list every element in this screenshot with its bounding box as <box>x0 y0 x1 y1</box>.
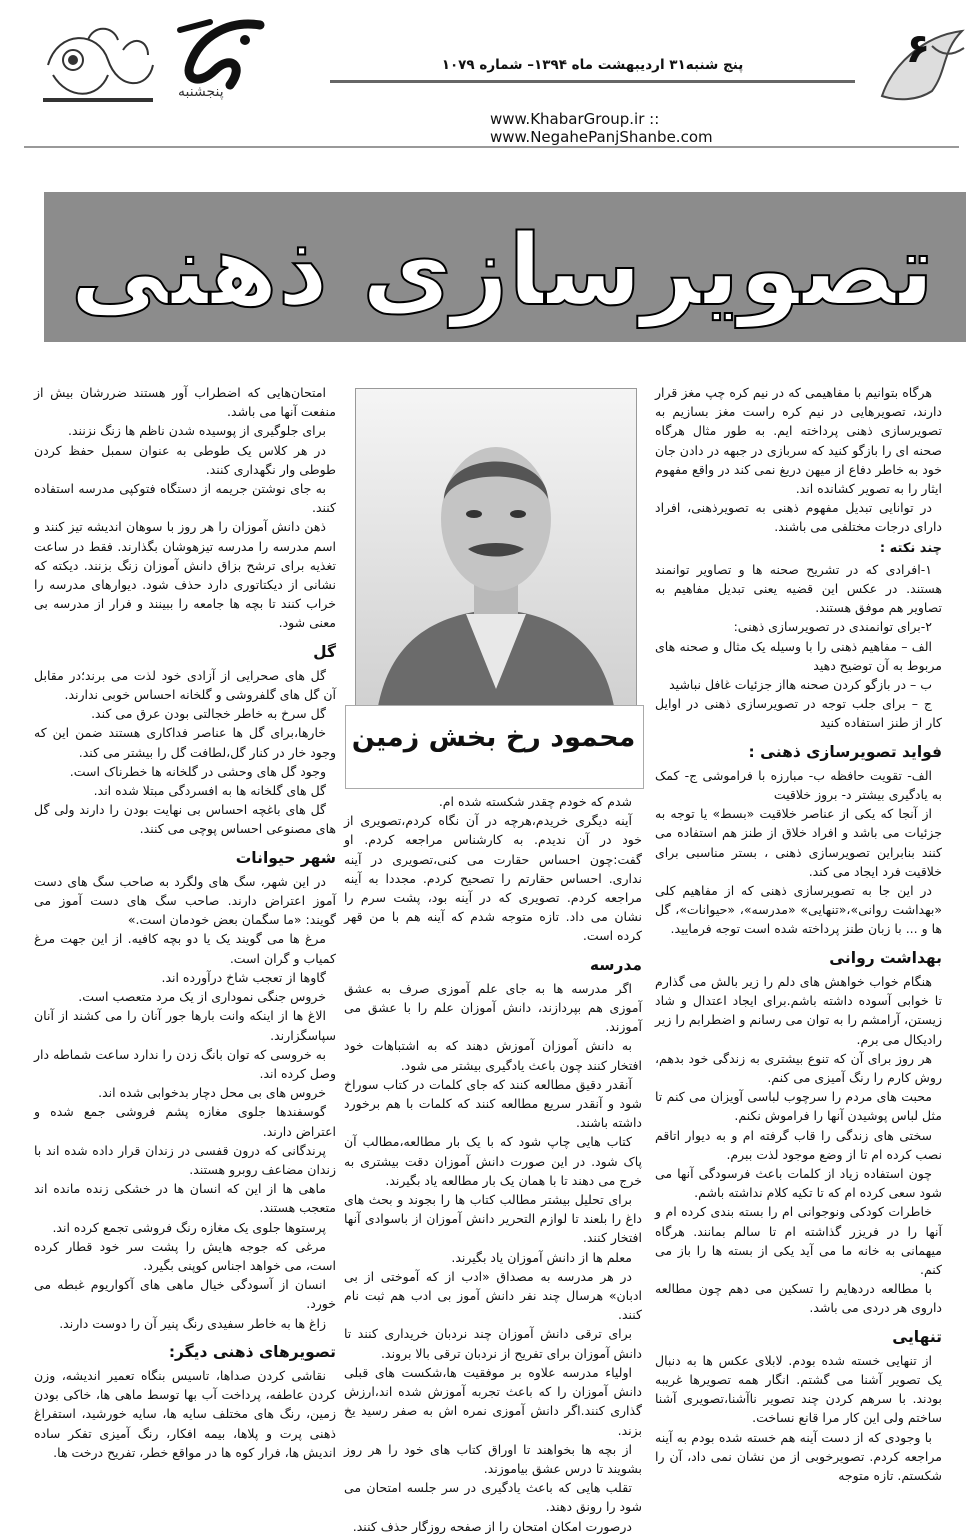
article-title: تصویرسازی ذهنی <box>70 214 934 328</box>
paragraph: به جای نوشتن جریمه از دستگاه فتوکپی مدرسه استفاده کنند. <box>34 481 336 516</box>
paragraph: امتحان‌هایی که اضطراب آور هستند ضررشان بیش از منفعت آنها می باشد. <box>34 385 336 420</box>
notes-heading: چند نکته : <box>879 540 942 556</box>
paragraph: چون استفاده زیاد از کلمات باعث فرسودگی آنها می شود سعی کرده ام که تا تکیه کلام نداشته باشم. <box>655 1165 942 1201</box>
school-heading: مدرسه <box>589 955 642 974</box>
paragraph: وجود گل های وحشی در گلخانه ها خطرناک است. <box>69 763 326 779</box>
paragraph: گل سرخ به خاطر خجالتی بودن عرق می کند. <box>91 706 326 722</box>
paragraph: زاغ ها به خاطر سفیدی رنگ پنیر آن را دوست دارند. <box>59 1315 326 1331</box>
paragraph: ج – برای جلب توجه در تصویرسازی ذهنی در اوایل کار از طنز استفاده کنید <box>655 696 942 731</box>
paragraph: خروس جنگی نمو‌داری از یک مرد متعصب است. <box>78 989 326 1005</box>
loneliness-heading: تنهایی <box>892 1327 942 1346</box>
paragraph: گل های گلخانه ها به افسردگی مبتلا شده اند. <box>93 783 326 799</box>
paragraph: برای ترقی دانش آموزان چند نردبان خریداری کنند تا دانش آموزان برای تفریح از نردبان ترقی بالا بروند. <box>344 1326 642 1361</box>
paragraph: گل های صحرایی از آزادی خود لذت می برند؛در مقابل آن گل های گلفروشی و گلخانه احساس خوبی ندارند. <box>34 667 336 703</box>
paragraph: گوسفندها جلوی مغازه پشم فروشی جمع شده و اعتراض دارند. <box>34 1104 336 1139</box>
page-number: ۶ <box>905 26 931 72</box>
left-column <box>34 383 336 1462</box>
paragraph: تقلب هایی که باعث یادگیری در سر جلسه امتحان می شود را رونق دهند. <box>344 1480 642 1515</box>
paragraph: در این شهر، سگ های ولگرد به صاحب سگ های دست آموز اعتراض دارند. صاحب سگ های دست آموز می گویند: «ما سگمان بعض خودمان است.» <box>34 873 336 928</box>
logo-subtitle: پنجشنبه <box>178 84 224 100</box>
paragraph: درصورت امکان امتحان را از صفحه روزگار حذف کنند. <box>352 1518 632 1534</box>
person-silhouette-icon <box>356 389 636 719</box>
paragraph: کتاب هایی چاپ شود که با یک بار مطالعه،مطالب آن پاک شود. در این صورت دانش آموزان دقت بیشتری به خرج می دهند تا با همان یک بار مطالعه یاد بگیرند. <box>344 1134 642 1188</box>
author-photo <box>355 388 637 720</box>
paragraph: ماهی ها از این که انسان ها در خشکی زنده مانده اند متعجب هستند. <box>34 1181 336 1216</box>
paragraph: برای تحلیل بیشتر مطالب کتاب ها را بجوند و بحث های داغ را بلعند تا لوازم التحریر دانش آموزان از باسوادی آنها افتخار کنند. <box>344 1192 642 1246</box>
paragraph: خاطرات کودکی ونوجوانی ام را بسته بندی کرده ام و آنها را در فریزر گذاشته ام تا سالم بمانند. هرگاه میهمانی به خانه ما می آید یکی از بسته ها را باز می کنم. <box>655 1204 942 1277</box>
paragraph: پرستوها جلوی یک مغازه رنگ فروشی تجمع کرده اند. <box>52 1219 326 1235</box>
paragraph: هرگاه بتوانیم با مفاهیمی که در نیم کره چپ مغز قرار دارند، تصویرهایی در نیم کره راست مغز بسازیم به تصویرسازی ذهنی پرداخته ایم. به طور مثال هرگاه صحنه ای را بازگو کنید که سربازی در جبهه در دادن جان خود به خاطر دفاع از میهن دریغ نمی کند در واقع مفهوم ایثار را به تصویر کشانده اند. <box>655 385 942 497</box>
paragraph: انسان از آسودگی خیال ماهی های آکواریوم غبطه می خورد. <box>34 1277 336 1312</box>
paragraph: در توانایی تبدیل مفهوم ذهنی به تصویرذهنی، افراد دارای درجات مختلفی می باشند. <box>655 500 942 535</box>
website-urls[interactable]: www.KhabarGroup.ir :: www.NegahePanjShanbe.com <box>490 110 713 146</box>
paragraph: به دانش آموزان آموزش دهند که به اشتباهات خود افتخار کنند چون باعث یادگیری بیشتر می شود. <box>344 1038 642 1073</box>
benefits-heading: فواید تصویرسازی ذهنی : <box>748 742 942 761</box>
author-name: محمود رخ بخش زمین <box>351 722 636 753</box>
paragraph: در این جا به تصویرسازی ذهنی که از مفاهیم کلی «بهداشت روانی»،«تنهایی» «مدرسه»، «حیوانات»، گل ها و ... با زبان طنز پرداخته شده است توجه فرمایید. <box>655 883 942 937</box>
paragraph: در هر کلاس یک طوطی به عنوان سمبل حفظ کردن طوطی وار نگهداری کنند. <box>34 442 336 477</box>
other-images-heading: تصویرهای ذهنی دیگر: <box>168 1342 336 1361</box>
paragraph: نقاشی کردن صداها، تاسیس بنگاه تعمیر اندیشه، وزن کردن عاطفه، پرداخت آب بها توسط ماهی ها، خاکی بودن زمین، رنگ های مختلف سایه ها، سایه خورشید، استفراغ ذهنی پرت و پلاها، بیمه افکار، رنگ آمیزی تفکر ساده اندیش ها، فرار کوه ها در مواقع خطر، تفریح درخت ها. <box>34 1367 336 1460</box>
paragraph: شدم که خودم چقدر شکسته شده ام. <box>438 794 632 809</box>
right-column <box>655 383 942 1485</box>
paragraph: محبت های مردم را سرچوب لباسی آویزان می کنم تا مثل لباس پوشیدن آنها را فراموش نکنم. <box>655 1089 942 1124</box>
paragraph: خروس های بی محل دچار بدخوابی شده اند. <box>98 1085 326 1101</box>
issue-date-line: پنج شنبه۳۱ اردیبهشت ماه ۱۳۹۴– شماره ۱۰۷۹ <box>441 57 744 73</box>
paragraph: هر روز برای آن که تنوع بیشتری به زندگی خود بدهم، روش کارم را رنگ آمیزی می کنم. <box>655 1050 942 1085</box>
paragraph: آنقدر دقیق مطالعه کنند که جای کلمات در کتاب سوراخ شود و آنقدر سریع مطالعه کنند که کلمات با هم برخورد داشته باشند. <box>344 1076 642 1131</box>
masthead-divider <box>24 146 959 148</box>
animals-heading: شهر حیوانات <box>235 848 336 867</box>
flower-heading: گل <box>313 642 336 661</box>
paragraph: در هر مدرسه به مصداق «ادب از که آموختی از بی ادبان» هرسال چند نفر دانش آموز بی ادب هم ثبت نام کنند. <box>344 1268 642 1323</box>
paragraph: از تنهایی خسته شده بودم. لابلای عکس ها به دنبال یک تصویر آشنا می گشتم. انگار همه تصویرها غریبه بودند. با سرهم کردن چند تصویر ناآشنا،تصویری آشنا ساختم ولی این کار مرا قانع نساخت. <box>655 1352 942 1426</box>
paragraph: ۱-افرادی که در تشریح صحنه ها و تصاویر توانمند هستند. در عکس این قضیه یعنی تبدیل مفاهیم به تصاویر هم موفق هستند. <box>655 561 942 616</box>
paragraph: هنگام خواب خواهش های دلم را زیر بالش می گذارم تا خوابی آسوده داشته باشم.برای ایجاد اعتدال و شاد زیستن، آرامشم را به توان می رسانم و اضطرابم را زیر رادیکال می برم. <box>655 973 942 1047</box>
paragraph: اولیاء مدرسه علاوه بر موفقیت ها،شکست های قبلی دانش آموزان را که باعث تجربه آموزش شده اند،ارزش گذاری کنند.اگر دانش آموزی نمره اش به صفر رسید یخ بزند. <box>344 1364 642 1438</box>
paragraph: مرغ ها می گویند یک یا دو بچه کافیه. از این جهت مرغ کمیاب و گران است. <box>34 931 336 966</box>
paragraph: الف – مفاهیم ذهنی را با وسیله یک مثال و صحنه های مربوط به آن توضیح دهید <box>655 638 942 673</box>
paragraph: پرندگانی که درون قفسی در زندان قرار داده شده اند با زندان مضاعف روبرو هستند. <box>34 1142 336 1177</box>
paragraph: آینه دیگری خریدم،هرچه در آن نگاه کردم،تصویری از خود در آن ندیدم. به کارشناس مراجعه کردم. او گفت:چون احساس حقارت می کنی،تصویری در آینه نداری. احساس حقارتم را تصحیح کردم. مجددا به آینه مراجعه کردم. تصویری که در آینه بود، پشت سرم را نشان می داد. تازه متوجه شدم که آینه هم با من قهر کرده است. <box>344 813 642 944</box>
middle-column <box>344 792 642 1536</box>
paragraph: به خروسی که توان بانگ زدن را ندارد ساعت شماطه دار وصل کرده اند. <box>34 1046 336 1081</box>
paragraph: از آنجا که یکی از عناصر خلاقیت «بسط» یا توجه به جزئیات می باشد و افراد خلاق از طنز هم استفاده می کنند بنابراین تصویرسازی ذهنی ، بستر مناسبی برای خلاقیت فرد ایجاد می کند. <box>655 806 942 879</box>
paragraph: مرغی که جوجه هایش را پشت سر خود قطار کرده است، می خواهد اجناس کوپنی بگیرد. <box>34 1238 336 1273</box>
paragraph: ب – در بازگو کردن صحنه هااز جزئیات غافل نباشید <box>669 677 932 693</box>
paragraph: خارها،برای گل ها عناصر فداکاری هستند ضمن این که وجود خار در کنار گل،لطافت گل را بیشتر می کند. <box>34 725 336 760</box>
paragraph: اگر مدرسه ها به جای علم آموزی صرف به عشق آموزی هم بپردازند، دانش آموزان علم را با عشق می آموزند. <box>344 980 642 1035</box>
paragraph: الاغ ها از اینکه وانت بارها جور آنان را می کشند از آنان سپاسگزارند. <box>34 1008 336 1043</box>
masthead <box>0 0 970 150</box>
paragraph: با وجودی که از دست آینه هم خسته شده بودم به آینه مراجعه کردم. تصویرخوبی از من نشان نمی داد، آن را شکستم. تازه متوجه <box>655 1429 942 1483</box>
paragraph: برای جلوگیری از پوسیده شدن ناظم ها زنگ نزنند. <box>68 423 326 439</box>
paragraph: گل های باغچه احساس بی نهایت بودن را دارند ولی گل های مصنوعی احساس پوچی می کنند. <box>34 802 336 837</box>
paragraph: از بچه ها بخواهند تا اوراق کتاب های خود را هر روز بشویند تا درس عشق بیاموزند. <box>344 1441 642 1476</box>
floral-ornament-icon <box>38 20 158 110</box>
paragraph: معلم ها از دانش آموزان یاد بگیرند. <box>451 1249 632 1265</box>
paragraph: با مطالعه دردهایم را تسکین می دهم چون مطالعه داروی هر دردی می باشد. <box>655 1281 942 1316</box>
paragraph: گاوها از تعجب شاخ درآورده اند. <box>161 969 326 985</box>
mental-health-heading: بهداشت روانی <box>829 948 942 967</box>
paragraph: ذهن دانش آموزان را هر روز با سوهان اندیشه تیز کنند و اسم مدرسه را مدرسه تیزهوشان بگذارند. فقط در ساعت تغذیه برای ترشح بزاق دانش آموزان زنگ بزنند. دیکته که نشانی از دیکتاتوری دارد حذف شود. دیوارهای مدرسه را خراب کنند تا بچه ها جامعه را ببینند و فرار از مدرسه بی معنی شود. <box>34 519 336 631</box>
paragraph: سختی های زندگی را قاب گرفته ام و به دیوار اتاقم نصب کرده ام تا از وضع موجود لذت ببرم. <box>655 1127 942 1162</box>
paragraph: الف- تقویت حافظه ب- مبارزه با فراموشی ج- کمک به یادگیری بیشتر د- بروز خلاقیت <box>655 767 942 803</box>
paragraph: ۲-برای توانمندی در تصویرسازی ذهنی: <box>733 619 932 635</box>
header-rule <box>330 80 855 83</box>
